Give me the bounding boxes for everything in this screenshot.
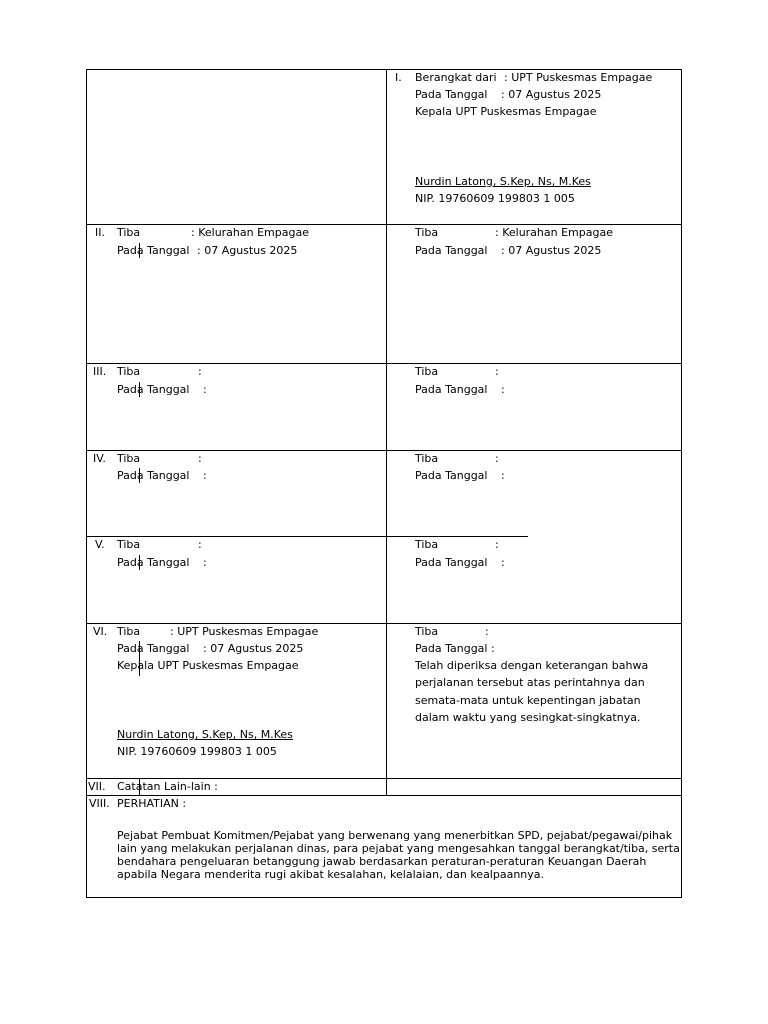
section-number-4: IV. — [93, 452, 106, 465]
perhatian-text: Pejabat Pembuat Komitmen/Pejabat yang berwenang yang menerbitkan SPD, pejabat/pegawai/pihak lain yang melakukan perjalanan dinas, para pejabat yang mengesahkan tanggal berangkat/tiba, serta bendahara pengeluaran betanggung jawab berdasarkan peraturan-peraturan Keuangan Daerah apabila Negara menderita rugi akibat kesalahan, kelalaian, dan kealpaannya. — [117, 829, 680, 881]
jabatan-text: Kepala UPT Puskesmas Empagae — [117, 659, 299, 672]
row-divider — [86, 224, 682, 225]
note-line: dalam waktu yang sesingkat-singkatnya. — [415, 711, 641, 724]
berangkat-value: : UPT Puskesmas Empagae — [504, 71, 653, 84]
tanggal-value: : — [203, 556, 207, 569]
tiba-value: : — [198, 452, 202, 465]
tanggal-label: Pada Tanggal — [117, 469, 190, 482]
section-number-6: VI. — [93, 625, 108, 638]
tiba-label: Tiba — [117, 226, 141, 239]
signatory-nip: NIP. 19760609 199803 1 005 — [117, 745, 277, 758]
tiba-value: : — [485, 625, 489, 638]
signatory-name: Nurdin Latong, S.Kep, Ns, M.Kes — [415, 175, 591, 188]
tanggal-label: Pada Tanggal — [117, 642, 190, 655]
tiba-value: : — [198, 365, 202, 378]
tanggal-label: Pada Tanggal — [415, 469, 488, 482]
tiba-label: Tiba — [415, 226, 439, 239]
tanggal-value: : — [501, 556, 505, 569]
catatan-label: Catatan Lain-lain : — [117, 780, 218, 793]
tiba-value: : Kelurahan Empagae — [191, 226, 309, 239]
tanggal-label: Pada Tanggal — [117, 556, 190, 569]
tanggal-text: Pada Tanggal : — [415, 642, 495, 655]
tanggal-value: : 07 Agustus 2025 — [203, 642, 304, 655]
tiba-label: Tiba — [415, 365, 439, 378]
tanggal-label: Pada Tanggal — [117, 244, 190, 257]
section-number-7: VII. — [88, 780, 106, 793]
perhatian-label: PERHATIAN : — [117, 797, 187, 810]
tiba-label: Tiba — [117, 625, 141, 638]
tanggal-label: Pada Tanggal — [415, 244, 488, 257]
tiba-label: Tiba — [415, 452, 439, 465]
signatory-name: Nurdin Latong, S.Kep, Ns, M.Kes — [117, 728, 293, 741]
tiba-value: : — [495, 452, 499, 465]
tanggal-value: : — [203, 469, 207, 482]
tanggal-label: Pada Tanggal — [117, 383, 190, 396]
row-divider — [86, 778, 682, 779]
tanggal-value: : — [501, 469, 505, 482]
row-divider — [86, 623, 682, 624]
tanggal-value: : — [203, 383, 207, 396]
tiba-label: Tiba — [117, 365, 141, 378]
column-divider — [386, 69, 387, 796]
tiba-value: : UPT Puskesmas Empagae — [170, 625, 319, 638]
document-frame — [86, 69, 682, 898]
tanggal-label: Pada Tanggal — [415, 556, 488, 569]
tanggal-label: Pada Tanggal — [415, 88, 488, 101]
note-line: semata-mata untuk kepentingan jabatan — [415, 694, 641, 707]
tiba-value: : — [495, 365, 499, 378]
tanggal-value: : 07 Agustus 2025 — [501, 88, 602, 101]
tiba-label: Tiba — [415, 538, 439, 551]
tiba-value: : Kelurahan Empagae — [495, 226, 613, 239]
section-number-1: I. — [395, 71, 402, 84]
tanggal-value: : 07 Agustus 2025 — [197, 244, 298, 257]
section-number-8: VIII. — [89, 797, 110, 810]
tiba-value: : — [198, 538, 202, 551]
tanggal-label: Pada Tanggal — [415, 383, 488, 396]
tiba-value: : — [495, 538, 499, 551]
note-line: perjalanan tersebut atas perintahnya dan — [415, 676, 645, 689]
section-number-5: V. — [95, 538, 105, 551]
tiba-label: Tiba — [117, 538, 141, 551]
section-number-3: III. — [93, 365, 107, 378]
tanggal-value: : 07 Agustus 2025 — [501, 244, 602, 257]
jabatan-text: Kepala UPT Puskesmas Empagae — [415, 105, 597, 118]
row-divider — [86, 536, 528, 537]
row-divider — [86, 795, 682, 796]
row-divider — [86, 363, 682, 364]
tiba-label: Tiba — [415, 625, 439, 638]
signatory-nip: NIP. 19760609 199803 1 005 — [415, 192, 575, 205]
note-line: Telah diperiksa dengan keterangan bahwa — [415, 659, 649, 672]
row-divider — [86, 450, 682, 451]
berangkat-label: Berangkat dari — [415, 71, 497, 84]
section-number-2: II. — [95, 226, 105, 239]
tiba-label: Tiba — [117, 452, 141, 465]
tanggal-value: : — [501, 383, 505, 396]
